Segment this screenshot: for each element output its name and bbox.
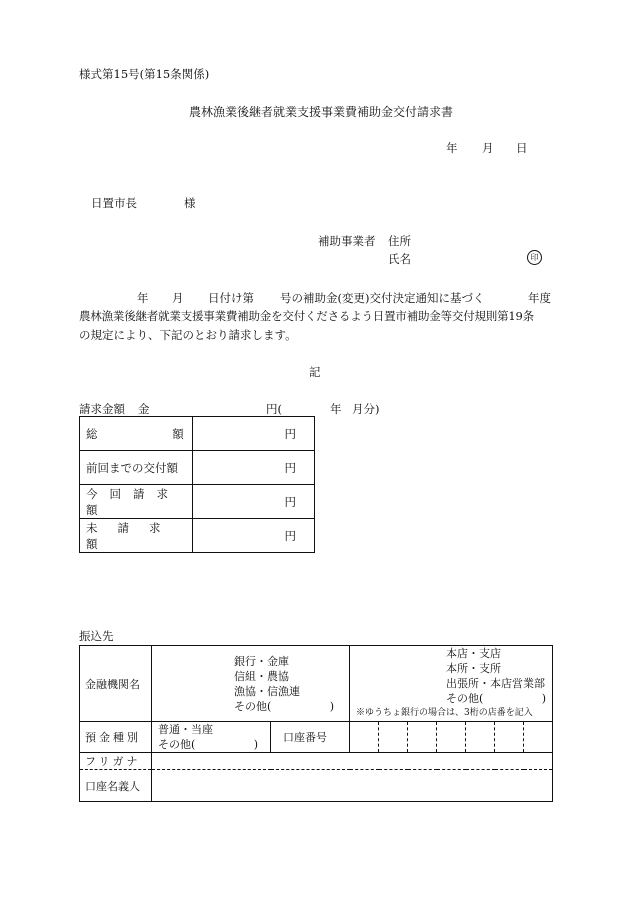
amount-label: 前回までの交付額 — [80, 451, 193, 485]
address-label: 住所 — [388, 234, 411, 248]
request-month: 月分) — [352, 402, 380, 416]
account-digit-6[interactable] — [495, 722, 524, 753]
table-row — [80, 722, 553, 753]
table-row — [80, 451, 315, 485]
request-amount-label: 請求金額 — [79, 402, 125, 416]
request-yen: 円( — [266, 402, 282, 416]
branch-type: 本店・支店 — [446, 647, 501, 660]
body-year: 年 — [137, 291, 149, 305]
institution-type: 漁協・信漁連 — [234, 684, 300, 698]
account-number-label: 口座番号 — [271, 722, 350, 753]
addressee-name: 日置市長 — [91, 196, 137, 210]
holder-input[interactable] — [152, 770, 553, 802]
branch-type: 出張所・本店営業部 — [446, 677, 545, 690]
name-label: 氏名 — [388, 252, 411, 266]
request-year: 年 — [330, 402, 342, 416]
holder-label: 口座名義人 — [80, 770, 152, 802]
table-row — [80, 485, 315, 519]
body-line-3: の規定により、下記のとおり請求します。 — [79, 328, 297, 342]
date-year: 年 — [446, 141, 458, 155]
body-date-suffix: 日付け第 — [208, 291, 254, 305]
furigana-label: フリガナ — [80, 753, 152, 770]
account-digit-7[interactable] — [524, 722, 553, 753]
document-title: 農林漁業後継者就業支援事業費補助金交付請求書 — [189, 105, 454, 119]
amount-unit[interactable]: 円 — [192, 519, 314, 553]
amount-table — [79, 416, 315, 553]
deposit-other-close: ) — [253, 738, 258, 751]
account-digit-1[interactable] — [350, 722, 379, 753]
furigana-input[interactable] — [152, 753, 553, 770]
deposit-other: その他( — [158, 738, 196, 751]
table-row — [80, 770, 553, 802]
institution-cell[interactable] — [152, 646, 350, 722]
request-kin: 金 — [138, 402, 150, 416]
deposit-type-label: 預金種別 — [80, 722, 152, 753]
institution-label: 金融機関名 — [80, 646, 152, 722]
branch-other-close: ) — [541, 692, 546, 705]
body-fiscal-year: 年度 — [528, 291, 551, 305]
applicant-label: 補助事業者 — [318, 234, 376, 248]
date-day: 日 — [516, 141, 528, 155]
ki-heading: 記 — [309, 365, 321, 379]
total-label-1: 総 — [86, 426, 98, 441]
seal-mark: 印 — [527, 250, 542, 265]
table-row — [80, 417, 315, 451]
account-digit-4[interactable] — [437, 722, 466, 753]
body-line-2: 農林漁業後継者就業支援事業費補助金を交付くださるよう日置市補助金等交付規則第19条 — [79, 309, 534, 323]
body-number-suffix: 号の補助金(変更)交付決定通知に基づく — [280, 291, 485, 305]
form-number: 様式第15号(第15条関係) — [79, 67, 210, 81]
branch-other: その他( — [446, 692, 484, 705]
amount-unit[interactable]: 円 — [192, 417, 314, 451]
transfer-heading: 振込先 — [79, 629, 114, 643]
bank-table — [79, 645, 553, 802]
branch-note: ※ゆうちょ銀行の場合は、3桁の店番を記入 — [356, 708, 533, 718]
institution-other-close: ) — [329, 699, 334, 713]
account-digit-3[interactable] — [408, 722, 437, 753]
amount-unit[interactable]: 円 — [192, 451, 314, 485]
institution-type: 信組・農協 — [234, 669, 289, 683]
institution-other: その他( — [234, 699, 272, 713]
amount-label: 未請求額 — [80, 519, 193, 553]
amount-unit[interactable]: 円 — [192, 485, 314, 519]
total-label-2: 額 — [172, 426, 184, 441]
table-row — [80, 753, 553, 770]
table-row — [80, 646, 553, 722]
branch-type: 本所・支所 — [446, 662, 501, 675]
account-digit-2[interactable] — [379, 722, 408, 753]
body-month: 月 — [172, 291, 184, 305]
deposit-type: 普通・当座 — [158, 723, 213, 736]
account-digit-5[interactable] — [466, 722, 495, 753]
amount-label: 今回請求額 — [80, 485, 193, 519]
institution-type: 銀行・金庫 — [234, 654, 289, 668]
addressee-honorific: 様 — [184, 196, 196, 210]
table-row — [80, 519, 315, 553]
date-month: 月 — [482, 141, 494, 155]
branch-cell[interactable] — [350, 646, 553, 722]
deposit-type-cell[interactable] — [152, 722, 271, 753]
